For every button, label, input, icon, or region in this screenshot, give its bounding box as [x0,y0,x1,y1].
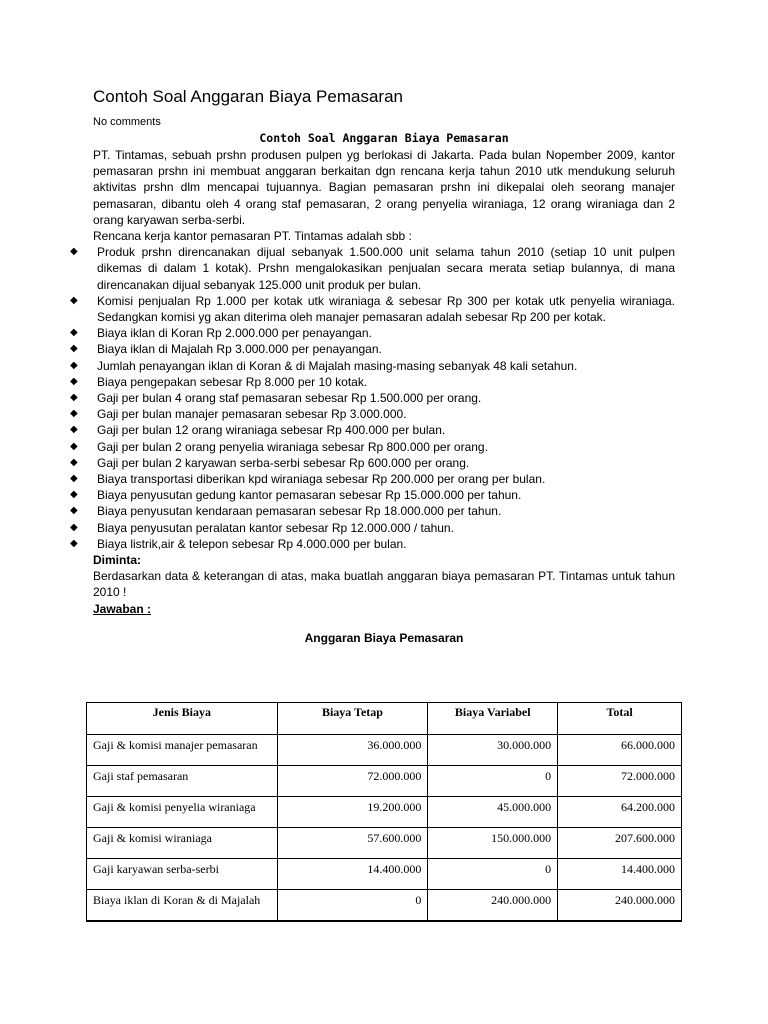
list-item: ◆ Produk prshn direncanakan dijual sebanyak 1.500.000 unit selama tahun 2010 (setiap 10 unit pulpen dikemas di dalam 1 kotak). Prshn mengalokasikan penjualan secara merata setiap bulannya, di mana direncanakan dijual sebanyak 125.000 unit produk per bulan. [70,245,675,292]
diamond-bullet-icon: ◆ [70,424,78,436]
table-row [87,859,682,890]
cell-biaya-variabel: 45.000.000 [428,797,558,828]
list-item: ◆ Biaya iklan di Majalah Rp 3.000.000 per penayangan. [70,342,382,357]
diamond-bullet-icon: ◆ [70,521,78,533]
list-item: ◆ Biaya pengepakan sebesar Rp 8.000 per 10 kotak. [70,374,368,389]
cell-biaya-variabel: 0 [428,859,558,890]
list-item: ◆ Biaya penyusutan gedung kantor pemasaran sebesar Rp 15.000.000 per tahun. [70,488,522,503]
diminta-label: Diminta: [93,553,141,568]
diamond-bullet-icon: ◆ [70,408,78,420]
plan-lead: Rencana kerja kantor pemasaran PT. Tintamas adalah sbb : [93,229,412,244]
diamond-bullet-icon: ◆ [70,489,78,501]
list-item: ◆ Komisi penjualan Rp 1.000 per kotak utk wiraniaga & sebesar Rp 300 per kotak utk penyelia wiraniaga. Sedangkan komisi yg akan diterima oleh manajer pemasaran adalah sebesar Rp 200 per kotak. [70,293,675,325]
cell-biaya-variabel: 30.000.000 [428,735,558,766]
diamond-bullet-icon: ◆ [70,537,78,549]
header-biaya-variabel: Biaya Variabel [428,703,558,735]
cell-biaya-tetap: 14.400.000 [277,859,428,890]
table-header-row [87,703,682,735]
table-row [87,828,682,859]
diamond-bullet-icon: ◆ [70,343,78,355]
list-item: ◆ Gaji per bulan 2 orang penyelia wiraniaga sebesar Rp 800.000 per orang. [70,439,488,454]
header-jenis-biaya: Jenis Biaya [87,703,278,735]
cell-biaya-variabel: 0 [428,766,558,797]
list-item: ◆ Gaji per bulan 2 karyawan serba-serbi sebesar Rp 600.000 per orang. [70,455,470,470]
cell-total: 72.000.000 [558,766,682,797]
diamond-bullet-icon: ◆ [70,456,78,468]
diamond-bullet-icon: ◆ [70,375,78,387]
cell-biaya-variabel: 240.000.000 [428,890,558,921]
post-title: Contoh Soal Anggaran Biaya Pemasaran [93,87,403,106]
diamond-bullet-icon: ◆ [70,327,78,339]
list-item: ◆ Biaya iklan di Koran Rp 2.000.000 per penayangan. [70,326,372,341]
header-biaya-tetap: Biaya Tetap [277,703,428,735]
cell-biaya-tetap: 19.200.000 [277,797,428,828]
cell-biaya-tetap: 57.600.000 [277,828,428,859]
diamond-bullet-icon: ◆ [70,359,78,371]
table-row [87,766,682,797]
cell-total: 240.000.000 [558,890,682,921]
cell-jenis-biaya: Gaji & komisi penyelia wiraniaga [87,797,278,828]
cell-biaya-tetap: 72.000.000 [277,766,428,797]
list-item: ◆ Gaji per bulan 12 orang wiraniaga sebesar Rp 400.000 per bulan. [70,423,446,438]
answer-title: Anggaran Biaya Pemasaran [304,631,464,645]
table-row [87,797,682,828]
cell-jenis-biaya: Biaya iklan di Koran & di Majalah [87,890,278,921]
list-item: ◆ Biaya penyusutan peralatan kantor sebesar Rp 12.000.000 / tahun. [70,520,454,535]
diamond-bullet-icon: ◆ [70,473,78,485]
cell-biaya-variabel: 150.000.000 [428,828,558,859]
table-row [87,735,682,766]
list-item: ◆ Biaya transportasi diberikan kpd wiraniaga sebesar Rp 200.000 per orang per bulan. [70,472,546,487]
cell-total: 66.000.000 [558,735,682,766]
cell-total: 207.600.000 [558,828,682,859]
jawaban-label: Jawaban : [93,601,152,616]
plan-list [70,244,675,552]
budget-table [86,702,682,922]
document-title: Contoh Soal Anggaran Biaya Pemasaran [259,131,509,145]
cell-total: 14.400.000 [558,859,682,890]
comments-link[interactable]: No comments [93,116,161,128]
diamond-bullet-icon: ◆ [70,505,78,517]
diamond-bullet-icon: ◆ [70,392,78,404]
list-item: ◆ Biaya listrik,air & telepon sebesar Rp 4.000.000 per bulan. [70,536,407,551]
list-item: ◆ Gaji per bulan manajer pemasaran sebesar Rp 3.000.000. [70,407,407,422]
diamond-bullet-icon: ◆ [70,246,78,258]
header-total: Total [558,703,682,735]
diamond-bullet-icon: ◆ [70,440,78,452]
intro-paragraph: PT. Tintamas, sebuah prshn produsen pulpen yg berlokasi di Jakarta. Pada bulan Nopember 2009, kantor pemasaran prshn ini membuat anggaran berkaitan dgn rencana kerja tahun 2010 utk mendukung seluruh aktivitas prshn dlm mencapai tujuannya. Bagian pemasaran prshn ini dikepalai oleh seorang manajer pemasaran, dibantu oleh 4 orang staf pemasaran, 2 orang penyelia wiraniaga, 12 orang wiraniaga dan 2 orang karyawan serba-serbi. [93,148,675,227]
diminta-text: Berdasarkan data & keterangan di atas, maka buatlah anggaran biaya pemasaran PT. Tintamas untuk tahun 2010 ! [93,569,675,600]
cell-biaya-tetap: 0 [277,890,428,921]
table-row [87,890,682,921]
cell-jenis-biaya: Gaji karyawan serba-serbi [87,859,278,890]
cell-jenis-biaya: Gaji & komisi wiraniaga [87,828,278,859]
list-item: ◆ Biaya penyusutan kendaraan pemasaran sebesar Rp 18.000.000 per tahun. [70,504,502,519]
cell-total: 64.200.000 [558,797,682,828]
document-body [70,147,675,617]
diamond-bullet-icon: ◆ [70,294,78,306]
cell-jenis-biaya: Gaji staf pemasaran [87,766,278,797]
cell-jenis-biaya: Gaji & komisi manajer pemasaran [87,735,278,766]
list-item: ◆ Jumlah penayangan iklan di Koran & di Majalah masing-masing sebanyak 48 kali setahun. [70,358,578,373]
list-item: ◆ Gaji per bulan 4 orang staf pemasaran sebesar Rp 1.500.000 per orang. [70,391,482,406]
cell-biaya-tetap: 36.000.000 [277,735,428,766]
